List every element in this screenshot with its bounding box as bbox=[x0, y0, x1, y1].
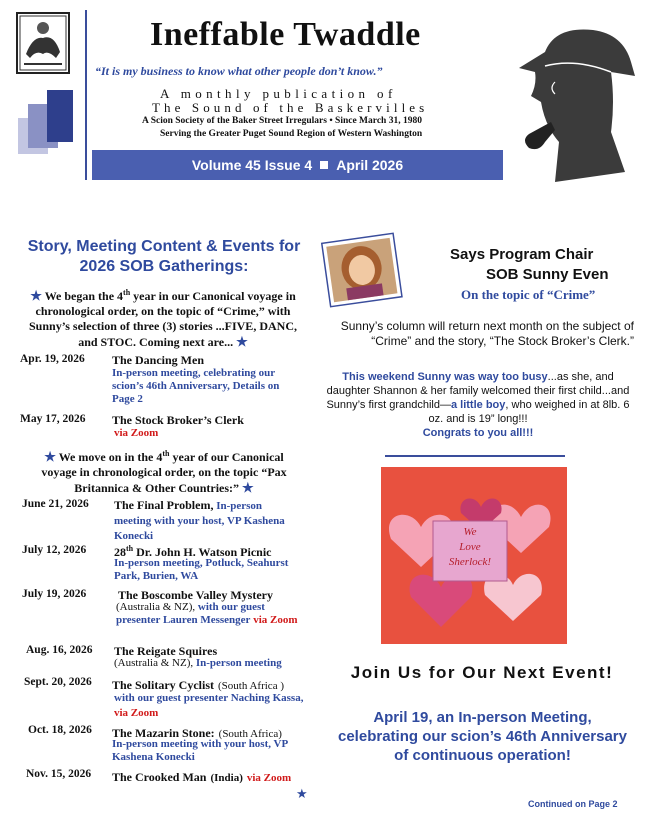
event-date: July 12, 2026 bbox=[22, 544, 87, 556]
column-text: Sunny’s column will return next month on the subject of “Crime” and the story, “The Stock Broker’s Clerk.” bbox=[340, 319, 634, 348]
event-title: The Reigate Squires bbox=[114, 644, 218, 658]
event-entry: The Crooked Man (India) via Zoom bbox=[112, 770, 292, 784]
event-date: July 19, 2026 bbox=[22, 588, 87, 600]
issue-date: April 2026 bbox=[336, 157, 404, 173]
event-entry: (Australia & NZ), with our guest presenter Lauren Messenger via Zoom bbox=[116, 601, 298, 626]
section-divider bbox=[385, 455, 565, 457]
program-chair-photo bbox=[318, 232, 406, 310]
motto: “It is my business to know what other people don’t know.” bbox=[95, 64, 383, 78]
says-heading: Says Program Chair bbox=[450, 246, 594, 263]
newsletter-title: Ineffable Twaddle bbox=[150, 16, 421, 53]
hearts-image bbox=[381, 467, 567, 644]
star-icon: ★ bbox=[44, 449, 56, 464]
event-date: May 17, 2026 bbox=[20, 413, 86, 425]
issue-banner bbox=[92, 150, 503, 180]
april-meeting-text: April 19, an In-person Meeting, celebrating our scion’s 46th Anniversary of continuous operation! bbox=[338, 709, 627, 764]
topic-line: On the topic of “Crime” bbox=[461, 287, 596, 302]
event-date: Aug. 16, 2026 bbox=[26, 644, 93, 656]
story-heading: Story, Meeting Content & Events for 2026 SOB Gatherings: bbox=[27, 238, 301, 275]
event-date: Apr. 19, 2026 bbox=[20, 353, 85, 365]
square-bullet-icon bbox=[320, 161, 328, 169]
event-note: In-person meeting, Potluck, Seahurst Park, Burien, WA bbox=[114, 557, 289, 582]
event-date: Sept. 20, 2026 bbox=[24, 676, 92, 688]
event-entry: with our guest presenter Naching Kassa, via Zoom bbox=[114, 692, 304, 719]
says-name: SOB Sunny Even bbox=[486, 266, 609, 283]
serving-line: Serving the Greater Puget Sound Region of Western Washington bbox=[160, 129, 423, 139]
scion-line: A Scion Society of the Baker Street Irregulars • Since March 31, 1980 bbox=[142, 116, 422, 126]
busy-paragraph: This weekend Sunny was way too busy...as she, and daughter Shannon & her family welcomed their first child...and Sunny’s first grandchild—a little boy, who weighed in at 8lb. 6 oz. and is 19” long!!! Congrats to you all!!! bbox=[326, 371, 630, 439]
event-date: Oct. 18, 2026 bbox=[28, 724, 92, 736]
decor-square bbox=[47, 90, 73, 142]
publication-line: A monthly publication of bbox=[160, 86, 397, 101]
event-entry: The Solitary Cyclist (South Africa ) bbox=[112, 678, 284, 692]
event-entry: (Australia & NZ), In-person meeting bbox=[114, 657, 282, 669]
event-date: June 21, 2026 bbox=[22, 498, 89, 510]
volume-label: Volume 45 Issue 4 bbox=[191, 157, 313, 173]
join-heading: Join Us for Our Next Event! bbox=[350, 663, 614, 682]
event-note: In-person meeting with your host, VP Kashena Konecki bbox=[112, 738, 288, 763]
sherlock-silhouette-icon bbox=[515, 22, 641, 182]
heart-sign: We Love Sherlock! bbox=[448, 526, 492, 568]
event-note: In-person meeting, celebrating our scion’s 46th Anniversary, Details on Page 2 bbox=[112, 367, 280, 405]
zoom-note: via Zoom bbox=[114, 427, 159, 439]
star-icon: ★ bbox=[236, 334, 248, 349]
event-title: The Boscombe Valley Mystery bbox=[118, 588, 273, 602]
continued-link[interactable]: Continued on Page 2 bbox=[528, 799, 618, 809]
intro-paragraph-1: ★ We began the 4th year in our Canonical voyage in chronological order, on the topic of “Crime,” with Sunny’s selection of three (3) stories ...FIVE, DANC, and STOC. Coming next are... ★ bbox=[29, 288, 297, 349]
society-crest-icon bbox=[16, 12, 70, 74]
event-date: Nov. 15, 2026 bbox=[26, 768, 92, 780]
star-icon: ★ bbox=[30, 288, 42, 303]
event-title: 28th Dr. John H. Watson Picnic bbox=[114, 544, 272, 559]
event-entry: The Mazarin Stone: (South Africa) bbox=[112, 726, 282, 740]
event-entry: The Final Problem, In-person meeting with your host, VP Kashena Konecki bbox=[114, 498, 285, 542]
society-name: The Sound of the Baskervilles bbox=[152, 100, 429, 115]
event-title: The Dancing Men bbox=[112, 353, 205, 367]
intro-paragraph-2: ★ We move on in the 4th year of our Canonical voyage in chronological order, on the topic “Pax Britannica & Other Countries:” ★ bbox=[41, 449, 287, 495]
star-icon: ★ bbox=[242, 480, 254, 495]
star-icon: ★ bbox=[296, 786, 308, 801]
header-divider bbox=[85, 10, 87, 180]
event-title: The Stock Broker’s Clerk bbox=[112, 413, 244, 427]
